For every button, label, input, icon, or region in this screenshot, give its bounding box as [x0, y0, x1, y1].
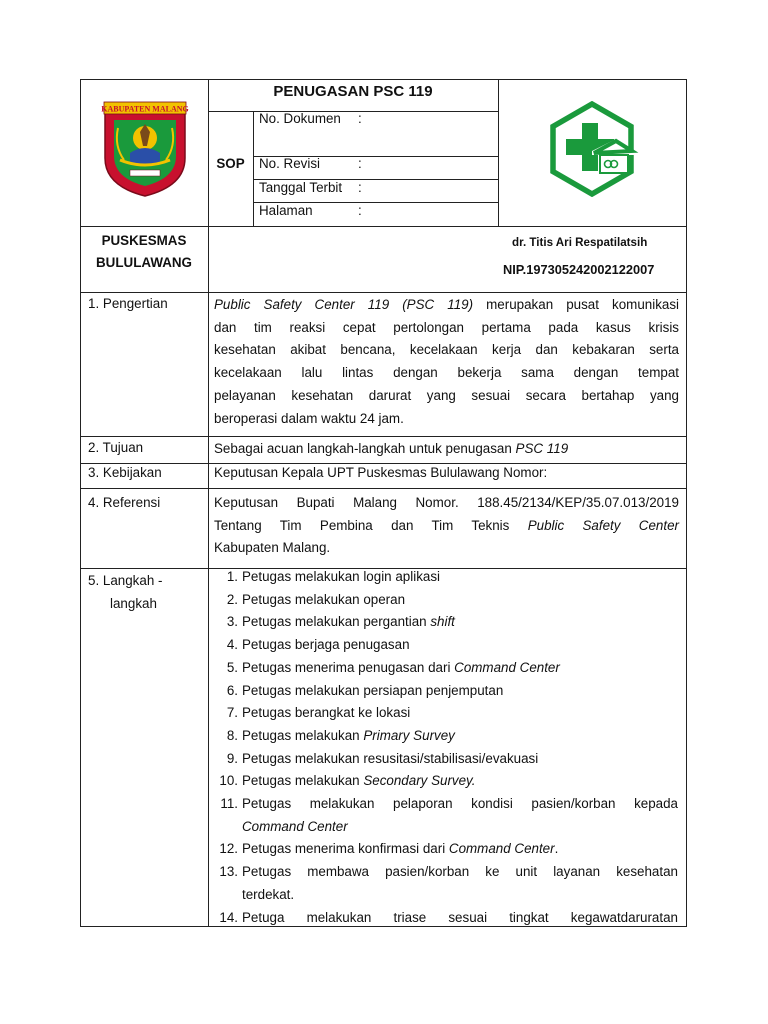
- tanggal-terbit-label: Tanggal Terbit: [259, 180, 343, 195]
- sop-label: SOP: [216, 156, 245, 171]
- step-text: Petugas berjaga penugasan: [242, 637, 410, 653]
- step-text: Petugas berangkat ke lokasi: [242, 705, 411, 721]
- no-revisi-label: No. Revisi: [259, 156, 321, 171]
- table-border-left: [80, 79, 81, 927]
- langkah-label-line1: 5. Langkah -: [88, 573, 163, 588]
- header-divider-2: [498, 79, 499, 226]
- step-number: 3.: [226, 614, 238, 630]
- sop-divider: [253, 111, 254, 226]
- signer-nip: NIP.197305242002122007: [503, 262, 655, 277]
- puskesmas-logo: [544, 101, 640, 197]
- pengertian-line5: pelayanan kesehatan darurat yang sesuai secara bertahap yang: [214, 387, 679, 403]
- step-number: 1.: [226, 569, 238, 584]
- step-number: 5.: [226, 659, 238, 675]
- step-number: 9.: [226, 750, 238, 766]
- step-number: 12.: [219, 841, 238, 857]
- no-dokumen-label: No. Dokumen: [259, 111, 341, 126]
- kabupaten-malang-logo: [100, 98, 190, 198]
- body-divider: [208, 292, 209, 927]
- step-text-line2: terdekat.: [242, 886, 295, 902]
- step-number: 4.: [226, 637, 238, 653]
- step-text: Petugas melakukan login aplikasi: [242, 569, 441, 584]
- step-number: 10.: [219, 773, 238, 789]
- step-text: Petugas melakukan: [242, 727, 364, 743]
- step-number: 2.: [226, 591, 238, 607]
- referensi-line1: Keputusan Bupati Malang Nomor. 188.45/2134/KEP/35.07.013/2019: [214, 495, 679, 510]
- section-label-tujuan: 2. Tujuan: [88, 440, 144, 455]
- step-text-italic: Command Center: [448, 841, 555, 857]
- step-text: Petugas menerima konfirmasi dari: [242, 841, 449, 857]
- header-bottom-line: [80, 226, 687, 227]
- section-label-kebijakan: 3. Kebijakan: [88, 465, 162, 480]
- referensi-line2-plain: Tentang Tim Pembina dan Tim Teknis: [214, 517, 528, 533]
- pengertian-line6: beroperasi dalam waktu 24 jam.: [214, 410, 404, 426]
- title-row-line: [208, 111, 498, 112]
- org-name: [80, 230, 208, 274]
- pengertian-line4: kecelakaan lalu lintas dengan bekerja sama dengan tempat: [214, 365, 679, 381]
- pengertian-text: [214, 294, 679, 430]
- steps-list: [214, 566, 679, 926]
- step-number: 11.: [220, 796, 238, 811]
- table-border-bottom: [80, 926, 687, 927]
- step-text: Petugas melakukan pergantian: [242, 614, 431, 630]
- referensi-text: [214, 492, 679, 560]
- step-text: Petuga melakukan triase sesuai tingkat kegawatdaruratan: [242, 909, 678, 925]
- halaman-label: Halaman: [259, 203, 313, 218]
- referensi-line3: Kabupaten Malang.: [214, 540, 331, 556]
- row-line-tujuan: [80, 463, 687, 464]
- org-row-bottom-line: [80, 292, 687, 293]
- logo-text: KABUPATEN MALANG: [101, 104, 189, 114]
- step-number: 6.: [226, 682, 238, 698]
- step-text: Petugas melakukan operan: [242, 591, 406, 607]
- tujuan-plain: Sebagai acuan langkah-langkah untuk penugasan: [214, 441, 516, 456]
- no-revisi-colon: :: [358, 156, 362, 171]
- step-number: 14.: [219, 909, 238, 925]
- section-label-pengertian: 1. Pengertian: [88, 296, 168, 311]
- halaman-colon: :: [358, 203, 362, 218]
- page-title: PENUGASAN PSC 119: [273, 83, 433, 100]
- org-name-line2: BULULAWANG: [96, 255, 192, 270]
- step-text-italic: Command Center: [454, 659, 560, 675]
- step-number: 7.: [226, 705, 238, 721]
- step-text: Petugas menerima penugasan dari: [242, 659, 455, 675]
- table-border-top: [80, 79, 687, 80]
- section-label-referensi: 4. Referensi: [88, 495, 161, 510]
- kebijakan-text: Keputusan Kepala UPT Puskesmas Bululawang Nomor:: [214, 465, 548, 480]
- tanggal-terbit-colon: :: [358, 180, 362, 195]
- pengertian-intro-italic: Public Safety Center 119 (PSC 119): [214, 297, 474, 312]
- signer-name: dr. Titis Ari Respatilatsih: [512, 236, 648, 249]
- step-text: Petugas melakukan persiapan penjemputan: [242, 682, 504, 698]
- section-label-langkah: [88, 570, 162, 615]
- pengertian-line1-rest: merupakan pusat komunikasi: [473, 297, 680, 312]
- step-text-italic: shift: [430, 614, 455, 630]
- org-name-line1: PUSKESMAS: [101, 233, 187, 248]
- step-text: Petugas membawa pasien/korban ke unit layanan kesehatan: [242, 864, 678, 880]
- step-text-italic: Command Center: [242, 818, 348, 834]
- step-text-italic: Primary Survey: [363, 727, 455, 743]
- no-dokumen-colon: :: [358, 111, 362, 126]
- table-border-right: [686, 79, 687, 927]
- step-text-tail: .: [554, 841, 559, 857]
- row-line-kebijakan: [80, 488, 687, 489]
- step-number: 13.: [219, 864, 238, 880]
- langkah-label-line2: langkah: [110, 595, 157, 611]
- step-text: Petugas melakukan resusitasi/stabilisasi/evakuasi: [242, 750, 539, 766]
- referensi-line2-italic: Public Safety Center: [527, 517, 679, 533]
- step-text-italic: Secondary Survey.: [363, 773, 476, 789]
- row-line-pengertian: [80, 436, 687, 437]
- tujuan-text: [214, 441, 568, 456]
- step-number: 8.: [226, 727, 238, 743]
- step-text: Petugas melakukan: [242, 773, 364, 789]
- tujuan-italic: PSC 119: [515, 441, 569, 456]
- pengertian-line2: dan tim reaksi cepat pertolongan pertama pada kasus krisis: [214, 319, 679, 335]
- step-text: Petugas melakukan pelaporan kondisi pasien/korban kepada: [242, 796, 678, 811]
- pengertian-line3: kesehatan akibat bencana, kecelakaan kerja dan kebakaran serta: [214, 342, 679, 358]
